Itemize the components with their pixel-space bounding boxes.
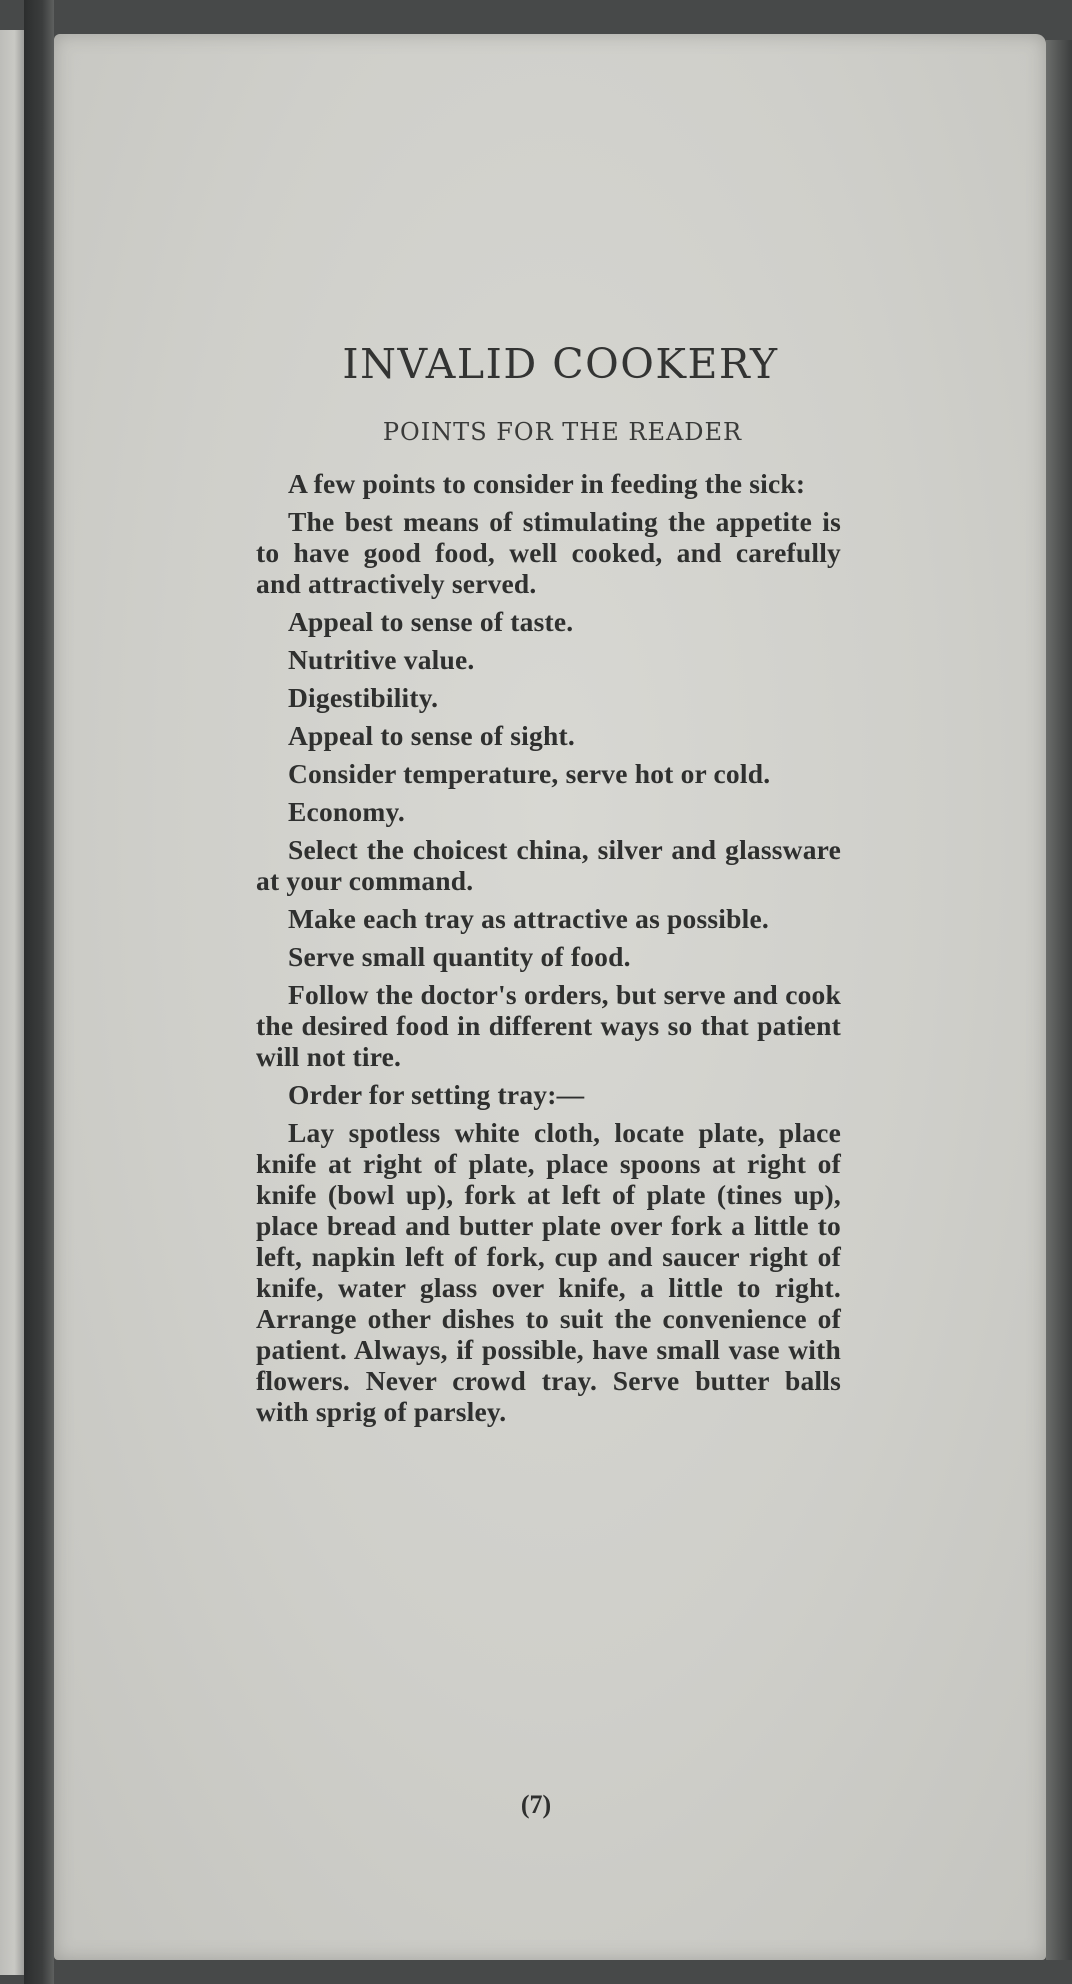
page-text — [256, 340, 841, 1434]
paragraph-nutritive: Nutritive value. — [288, 644, 475, 675]
page-number: (7) — [520, 1790, 552, 1819]
paragraph-setting-tray: Lay spotless white cloth, locate plate, place knife at right of plate, place spoons at right of knife (bowl up), fork at left of plate (tines up), place bread and butter plate over fork a little to left, napkin left of fork, cup and saucer right of knife, water glass over knife, a little to right. Arrange other dishes to suit the convenience of patient. Always, if possible, have small vase with flowers. Never crowd tray. Serve butter balls with sprig of parsley. — [256, 1117, 841, 1427]
page-right-edge — [1046, 40, 1072, 1960]
paragraph-economy: Economy. — [288, 796, 405, 827]
book-spine-shadow — [24, 0, 54, 1984]
page-title: INVALID COOKERY — [342, 340, 779, 388]
paragraph-temperature: Consider temperature, serve hot or cold. — [288, 758, 771, 789]
paragraph-appetite: The best means of stimulating the appetite is to have good food, well cooked, and carefully and attractively served. — [256, 506, 841, 599]
paragraph-doctor: Follow the doctor's orders, but serve and cook the desired food in different ways so that patient will not tire. — [256, 979, 841, 1072]
section-heading: POINTS FOR THE READER — [382, 418, 743, 446]
paragraph-quantity: Serve small quantity of food. — [288, 941, 631, 972]
paragraph-tray: Make each tray as attractive as possible. — [288, 903, 769, 934]
previous-page-edge — [0, 30, 24, 1975]
paragraph-order-heading: Order for setting tray:— — [288, 1079, 585, 1110]
paragraph-sight: Appeal to sense of sight. — [288, 720, 575, 751]
paragraph-china: Select the choicest china, silver and glassware at your command. — [256, 834, 841, 896]
paragraph-digestibility: Digestibility. — [288, 682, 439, 713]
paragraph-taste: Appeal to sense of taste. — [288, 606, 574, 637]
paragraph-intro: A few points to consider in feeding the sick: — [288, 468, 806, 499]
